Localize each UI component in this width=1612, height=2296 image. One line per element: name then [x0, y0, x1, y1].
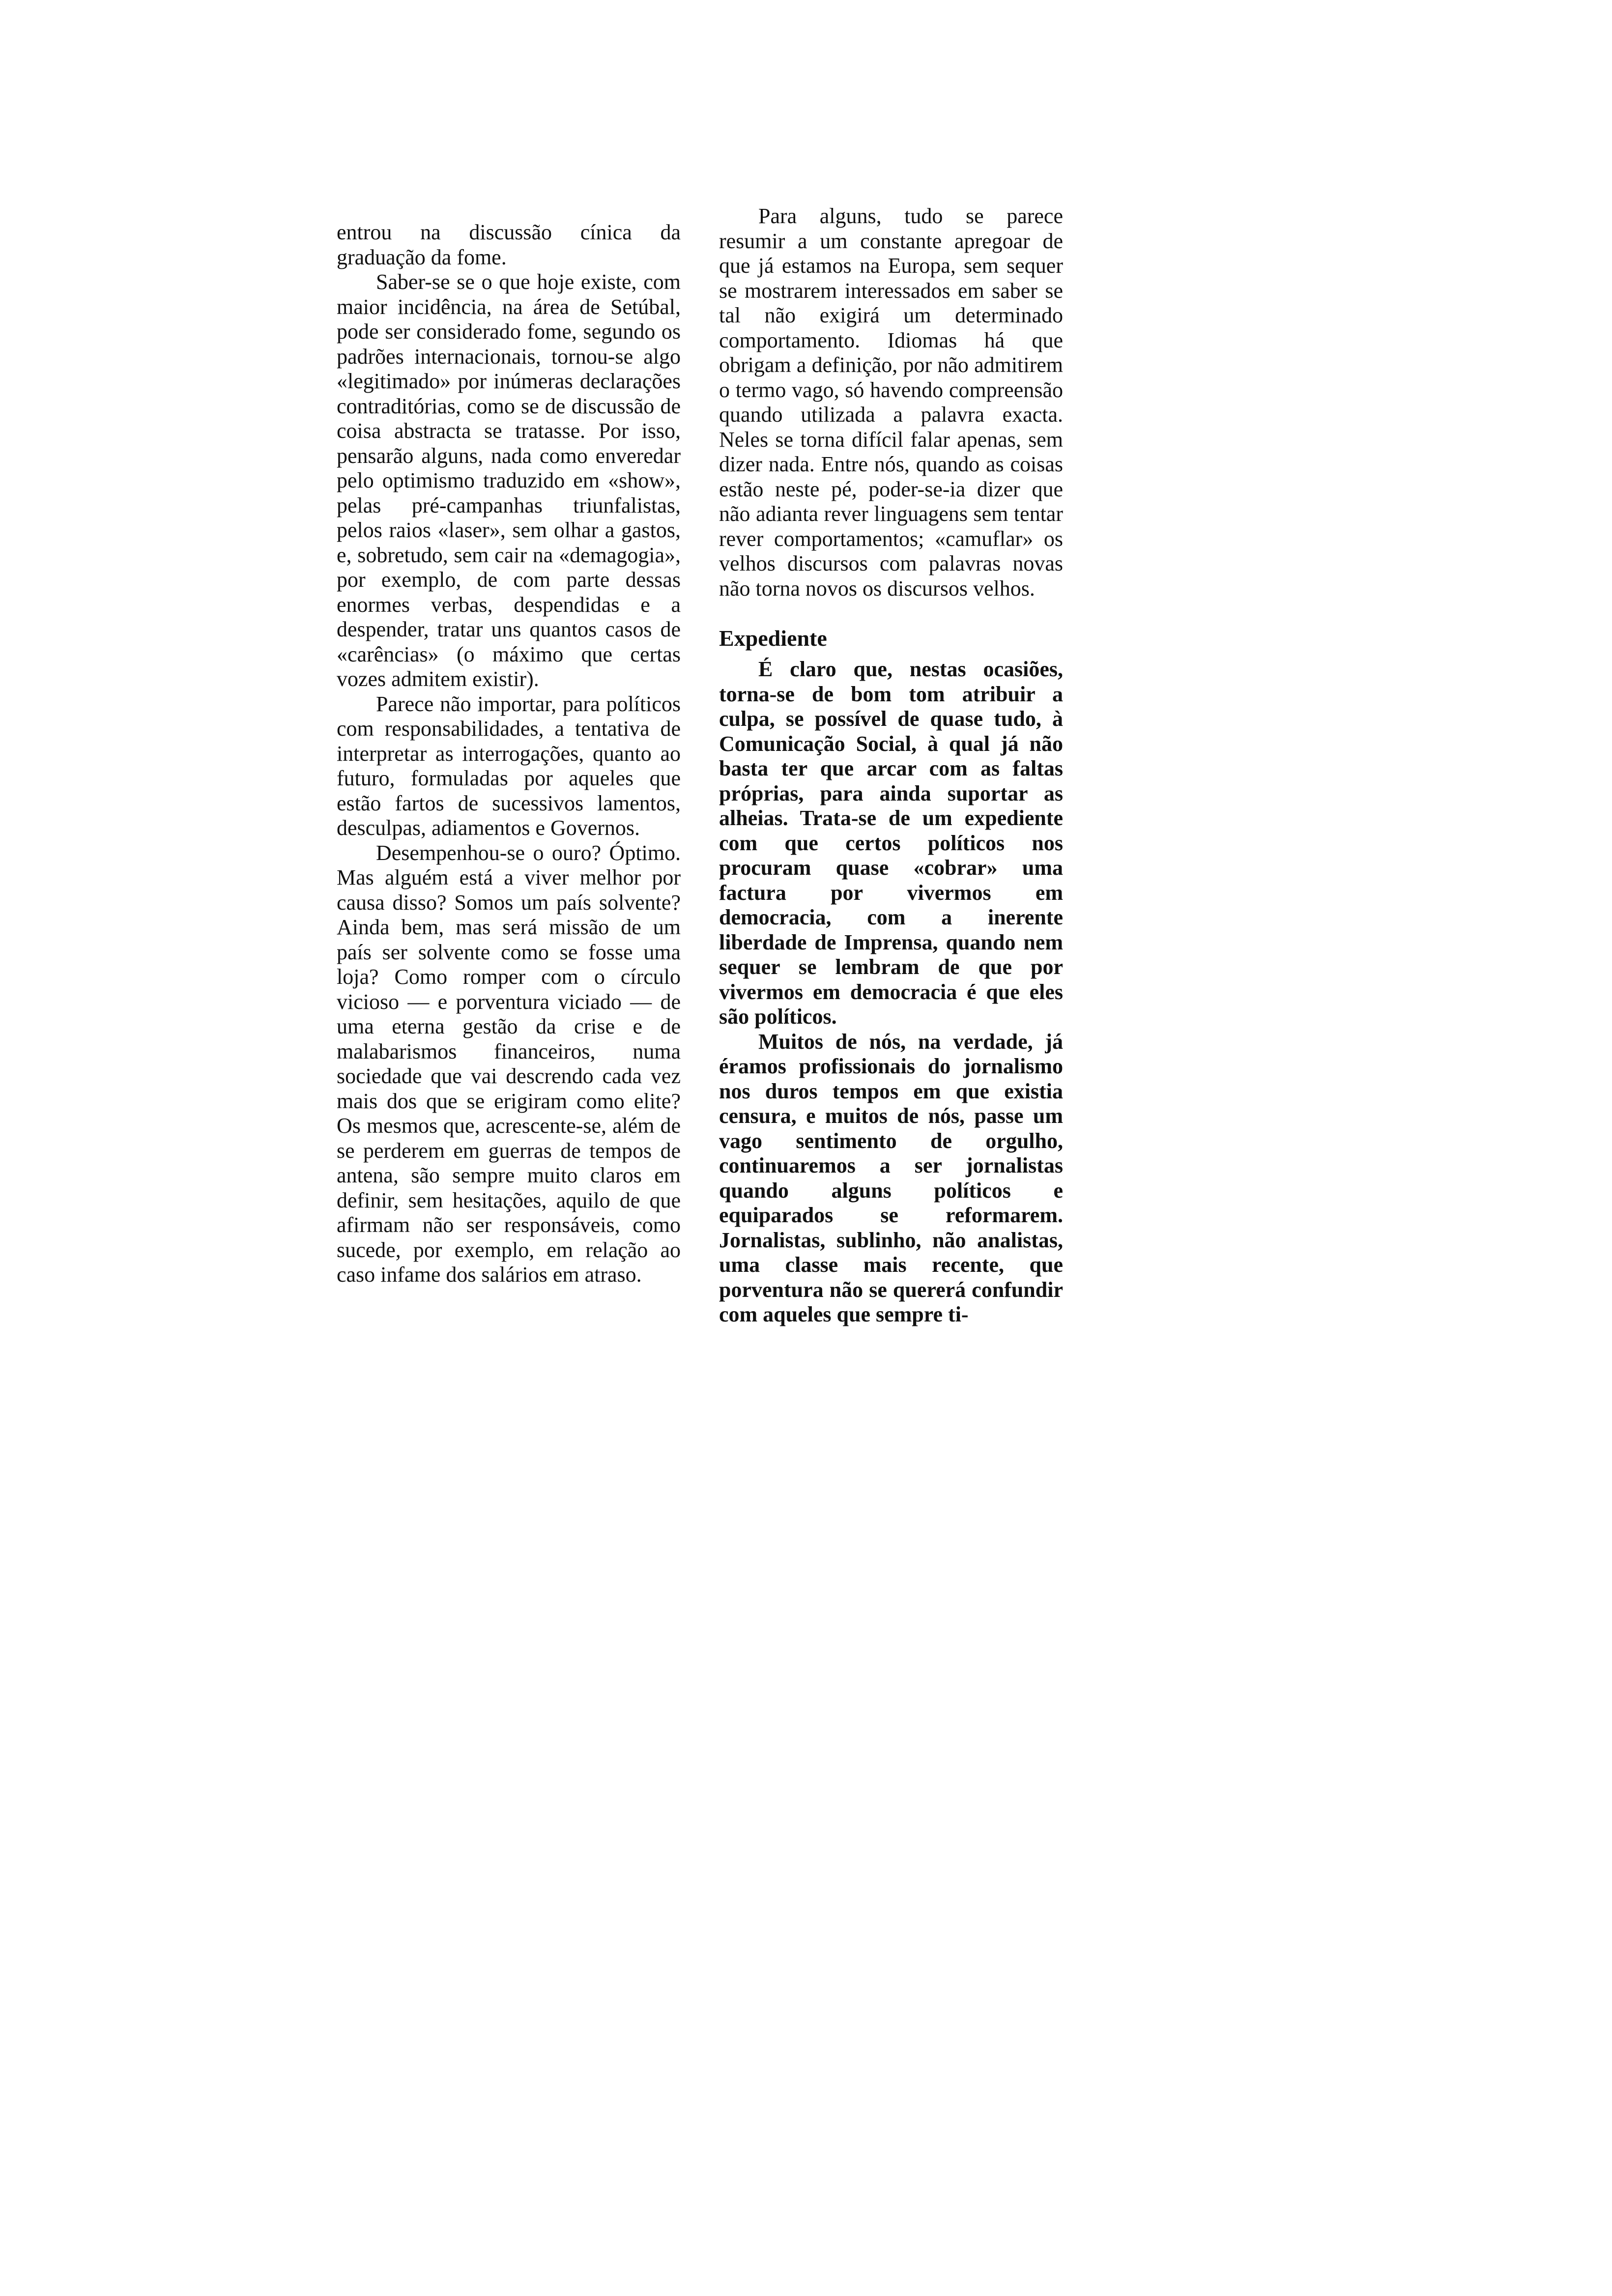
left-column	[337, 220, 681, 1288]
right-bold-paragraph-2: Muitos de nós, na verdade, já éramos profissionais do jornalismo nos duros tempos em que existia censura, e muitos de nós, passe um vago sentimento de orgulho, continuaremos a ser jornalistas quando alguns políticos e equiparados se reformarem. Jornalistas, sublinho, não analistas, uma classe mais recente, que porventura não se quererá confundir com aqueles que sempre ti-	[719, 1029, 1063, 1326]
right-column	[719, 204, 1063, 1327]
bold-section	[719, 657, 1063, 1327]
right-bold-paragraph-1: É claro que, nestas ocasiões, torna-se de bom tom atribuir a culpa, se possível de quase tudo, à Comunicação Social, à qual já não basta ter que arcar com as faltas próprias, para ainda suportar as alheias. Trata-se de um expediente com que certos políticos nos procuram quase «cobrar» uma factura por vivermos em democracia, com a inerente liberdade de Imprensa, quando nem sequer se lembram de que por vivermos em democracia é que eles são políticos.	[719, 657, 1063, 1029]
right-paragraph-1: Para alguns, tudo se parece resumir a um constante apregoar de que já estamos na Europa, sem sequer se mostrarem interessados em saber se tal não exigirá um determinado comportamento. Idiomas há que obrigam a definição, por não admitirem o termo vago, só havendo compreensão quando utilizada a palavra exacta. Neles se torna difícil falar apenas, sem dizer nada. Entre nós, quando as coisas estão neste pé, poder-se-ia dizer que não adianta rever linguagens sem tentar rever comportamentos; «camuflar» os velhos discursos com palavras novas não torna novos os discursos velhos.	[719, 204, 1063, 601]
left-paragraph-3: Parece não importar, para políticos com responsabilidades, a tentativa de interpretar as interrogações, quanto ao futuro, formuladas por aqueles que estão fartos de sucessivos lamentos, desculpas, adiamentos e Governos.	[337, 691, 681, 840]
section-heading-expediente: Expediente	[719, 626, 827, 651]
left-paragraph-4: Desempenhou-se o ouro? Óptimo. Mas alguém está a viver melhor por causa disso? Somos um país solvente? Ainda bem, mas será missão de um país ser solvente como se fosse uma loja? Como romper com o círculo vicioso — e porventura viciado — de uma eterna gestão da crise e de malabarismos financeiros, numa sociedade que vai descrendo cada vez mais dos que se erigiram como elite? Os mesmos que, acrescente-se, além de se perderem em guerras de tempos de antena, são sempre muito claros em definir, sem hesitações, aquilo de que afirmam não ser responsáveis, como sucede, por exemplo, em relação ao caso infame dos salários em atraso.	[337, 840, 681, 1287]
left-paragraph-2: Saber-se se o que hoje existe, com maior incidência, na área de Setúbal, pode ser considerado fome, segundo os padrões internacionais, tornou-se algo «legitimado» por inúmeras declarações contraditórias, como se de discussão de coisa abstracta se tratasse. Por isso, pensarão alguns, nada como enveredar pelo optimismo traduzido em «show», pelas pré-campanhas triunfalistas, pelos raios «laser», sem olhar a gastos, e, sobretudo, sem cair na «demagogia», por exemplo, de com parte dessas enormes verbas, despendidas e a despender, tratar uns quantos casos de «carências» (o máximo que certas vozes admitem existir).	[337, 270, 681, 691]
left-paragraph-1: entrou na discussão cínica da graduação da fome.	[337, 220, 681, 269]
